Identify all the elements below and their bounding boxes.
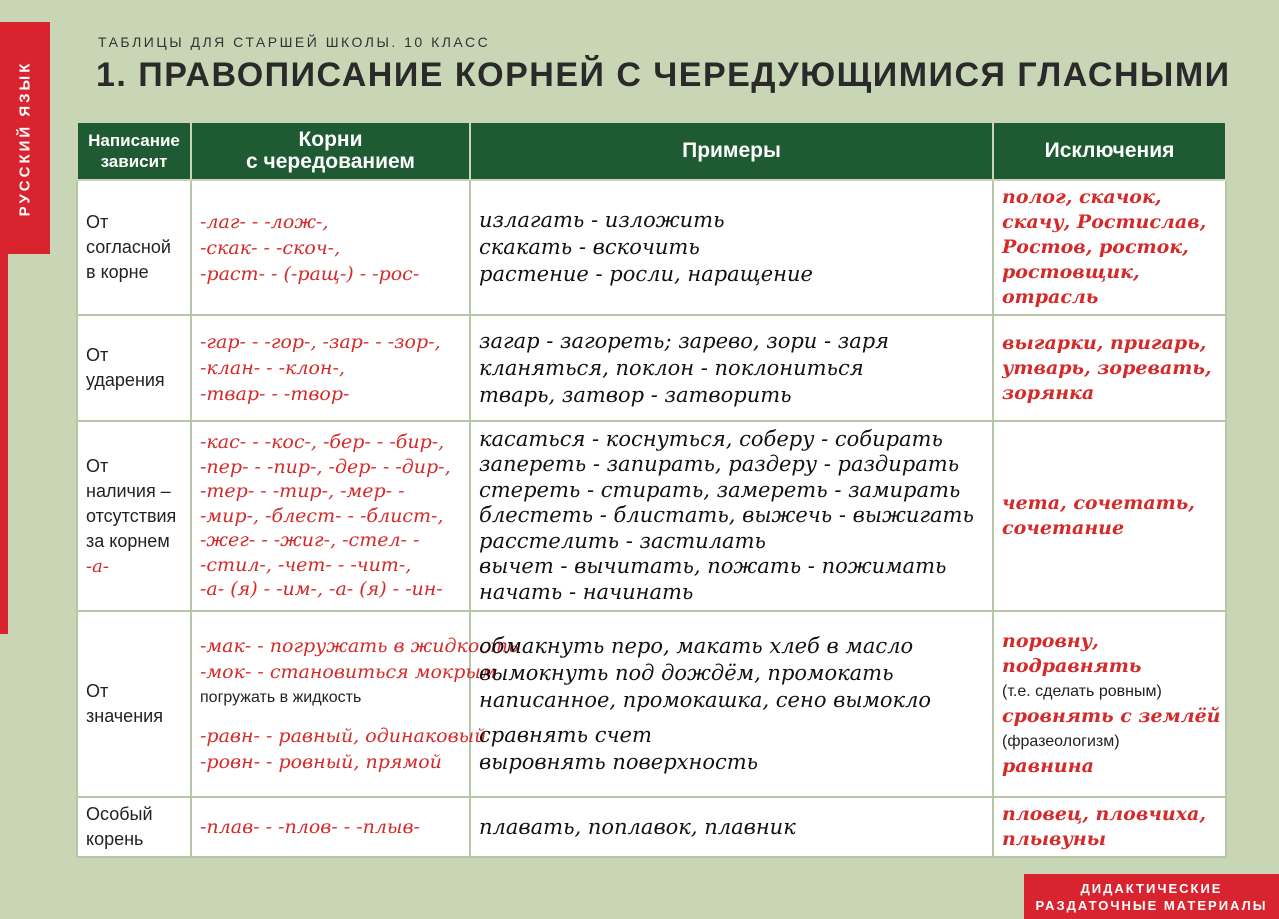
examples-cell: [470, 797, 993, 857]
page-subtitle: ТАБЛИЦЫ ДЛЯ СТАРШЕЙ ШКОЛЫ. 10 КЛАСС: [98, 34, 491, 50]
example-line: стереть - стирать, замереть - замирать: [479, 477, 961, 502]
exception-line: (фразеологизм): [1002, 733, 1120, 750]
table-row: [77, 315, 1226, 421]
exception-line: Ростов, росток,: [1002, 236, 1189, 258]
spacer: [200, 711, 461, 723]
header-depends: [77, 122, 191, 180]
example-line: блестеть - блистать, выжечь - выжигать: [479, 503, 974, 528]
exception-line: ростовщик,: [1002, 261, 1140, 283]
root-line: -лаг- - -лож-,: [200, 210, 329, 233]
exception-line: плывуны: [1002, 828, 1107, 850]
footer-line: РАЗДАТОЧНЫЕ МАТЕРИАЛЫ: [1035, 897, 1268, 913]
root-line: -тер- - -тир-, -мер- -: [200, 480, 405, 503]
header-depends-line: зависит: [100, 152, 168, 171]
root-line: погружать в жидкость: [200, 689, 362, 706]
exception-line: полог, скачок,: [1002, 186, 1162, 208]
example-line: касаться - коснуться, соберу - собирать: [479, 426, 943, 451]
depends-line: От: [86, 212, 109, 232]
exceptions-cell: [993, 797, 1226, 857]
depends-cell: [77, 797, 191, 857]
root-line: -а- (я) - -им-, -а- (я) - -ин-: [200, 578, 443, 601]
exception-line: зорянка: [1002, 381, 1095, 404]
subject-tab: [0, 22, 50, 254]
root-line: -клан- - -клон-,: [200, 357, 345, 379]
exception-line: пловец, пловчиха,: [1002, 803, 1206, 825]
root-line: -мир-, -блест- - -блист-,: [200, 504, 444, 527]
example-line: излагать - изложить: [479, 208, 725, 232]
root-line: -ровн- - ровный, прямой: [200, 751, 442, 773]
exception-line: выгарки, пригарь,: [1002, 331, 1207, 354]
root-line: -жег- - -жиг-, -стел- -: [200, 529, 420, 552]
side-stripe: [0, 254, 8, 634]
table-header-row: [77, 122, 1226, 180]
exceptions-cell: [993, 315, 1226, 421]
roots-cell: [191, 315, 470, 421]
header-roots-line: с чередованием: [246, 150, 415, 173]
examples-cell: [470, 611, 993, 797]
example-line: вычет - вычитать, пожать - пожимать: [479, 554, 947, 579]
depends-cell: [77, 180, 191, 315]
roots-cell: [191, 421, 470, 611]
depends-line: -а-: [86, 555, 109, 577]
depends-line: наличия –: [86, 480, 171, 501]
root-line: -стил-, -чет- - -чит-,: [200, 553, 412, 576]
table-row: [77, 421, 1226, 611]
root-line: -плав- - -плов- - -плыв-: [200, 816, 420, 838]
depends-line: согласной: [86, 237, 171, 257]
header-roots: [191, 122, 470, 180]
spacer: [479, 714, 984, 722]
exception-line: скачу, Ростислав,: [1002, 211, 1207, 233]
depends-line: отсутствия: [86, 505, 177, 526]
footer-badge: [1024, 874, 1279, 919]
root-line: -мак- - погружать в жидкость: [200, 635, 519, 657]
depends-line: корень: [86, 829, 144, 849]
table-row: [77, 180, 1226, 315]
exception-line: чета, сочетать,: [1002, 492, 1195, 514]
root-line: -кас- - -кос-, -бер- - -бир-,: [200, 431, 445, 454]
exception-line: сочетание: [1002, 517, 1125, 539]
header-depends-line: Написание: [88, 131, 180, 150]
root-line: -твар- - -твор-: [200, 383, 350, 405]
footer-line: ДИДАКТИЧЕСКИЕ: [1080, 880, 1223, 896]
depends-line: в корне: [86, 262, 149, 282]
example-line: обмакнуть перо, макать хлеб в масло: [479, 633, 914, 658]
example-line: расстелить - застилать: [479, 528, 766, 553]
depends-cell: [77, 315, 191, 421]
root-line: -равн- - равный, одинаковый: [200, 725, 487, 747]
header-examples: Примеры: [470, 122, 993, 180]
exception-line: поровну,: [1002, 630, 1099, 652]
example-line: запереть - запирать, раздеру - раздирать: [479, 452, 960, 477]
roots-cell: [191, 797, 470, 857]
root-line: -мок- - становиться мокрым,: [200, 661, 503, 683]
exception-line: равнина: [1002, 755, 1094, 777]
exceptions-cell: [993, 611, 1226, 797]
depends-line: за корнем: [86, 530, 170, 551]
root-line: -скак- - -скоч-,: [200, 236, 341, 259]
examples-cell: [470, 421, 993, 611]
example-line: тварь, затвор - затворить: [479, 382, 792, 407]
example-line: выровнять поверхность: [479, 749, 759, 774]
exception-line: (т.е. сделать ровным): [1002, 683, 1162, 700]
example-line: растение - росли, наращение: [479, 262, 813, 286]
exceptions-cell: [993, 421, 1226, 611]
example-line: написанное, промокашка, сено вымокло: [479, 687, 932, 712]
root-line: -пер- - -пир-, -дер- - -дир-,: [200, 455, 451, 478]
exceptions-cell: [993, 180, 1226, 315]
example-line: сравнять счет: [479, 722, 652, 747]
subject-tab-label: РУССКИЙ ЯЗЫК: [16, 60, 34, 216]
example-line: начать - начинать: [479, 579, 694, 604]
roots-cell: [191, 611, 519, 797]
root-line: -гар- - -гор-, -зар- - -зор-,: [200, 331, 441, 353]
depends-line: От: [86, 681, 109, 701]
table-row: [77, 797, 1226, 857]
page-title: 1. ПРАВОПИСАНИЕ КОРНЕЙ С ЧЕРЕДУЮЩИМИСЯ ГЛАСНЫМИ: [96, 56, 1231, 94]
depends-cell: [77, 611, 191, 797]
root-line: -раст- - (-ращ-) - -рос-: [200, 262, 420, 285]
examples-cell: [470, 180, 993, 315]
depends-line: ударения: [86, 370, 165, 390]
rules-table: [76, 121, 1227, 858]
exception-line: подравнять: [1002, 655, 1142, 677]
depends-line: От: [86, 455, 109, 476]
exception-line: утварь, зоревать,: [1002, 356, 1212, 379]
depends-cell: [77, 421, 191, 611]
depends-line: Особый: [86, 804, 153, 824]
table-row: [77, 611, 1226, 797]
roots-cell: [191, 180, 470, 315]
example-line: скакать - вскочить: [479, 235, 700, 259]
example-line: кланяться, поклон - поклониться: [479, 355, 864, 380]
examples-cell: [470, 315, 993, 421]
depends-line: значения: [86, 706, 163, 726]
example-line: вымокнуть под дождём, промокать: [479, 660, 894, 685]
header-exceptions: Исключения: [993, 122, 1226, 180]
depends-line: От: [86, 345, 109, 365]
exception-line: сровнять с землёй: [1002, 705, 1221, 727]
example-line: загар - загореть; зарево, зори - заря: [479, 328, 890, 353]
example-line: плавать, поплавок, плавник: [479, 814, 796, 839]
header-roots-line: Корни: [298, 128, 363, 151]
exception-line: отрасль: [1002, 286, 1099, 308]
